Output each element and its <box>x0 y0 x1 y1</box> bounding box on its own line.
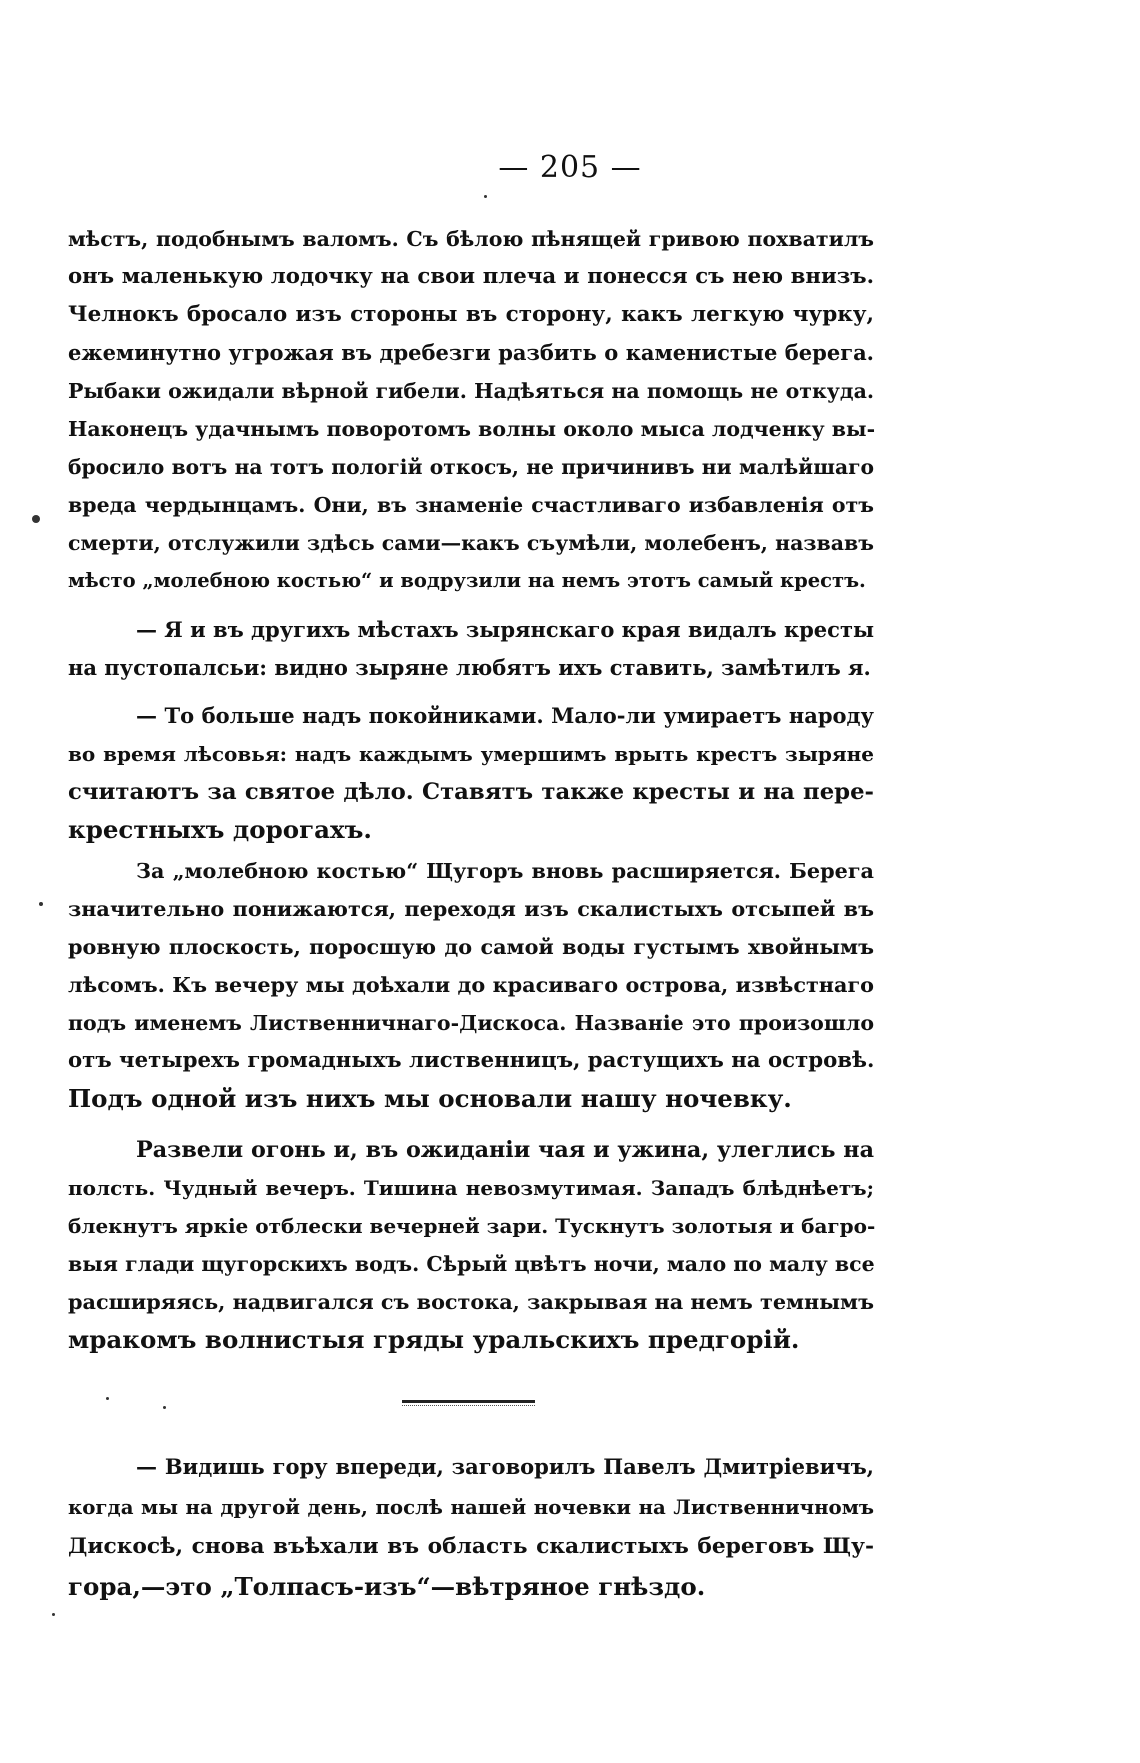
text-line: отъ четырехъ громадныхъ лиственницъ, растущихъ на островѣ. <box>68 1048 875 1073</box>
text-line: гора,—это „Толпасъ-изъ“—вѣтряное гнѣздо. <box>68 1572 706 1601</box>
text-line: — То больше надъ покойниками. Мало-ли умираетъ народу <box>136 703 874 728</box>
text-line: выя глади щугорскихъ водъ. Сѣрый цвѣтъ ночи, мало по малу все <box>68 1252 875 1276</box>
text-line: крестныхъ дорогахъ. <box>68 815 372 844</box>
text-line: считаютъ за святое дѣло. Ставятъ также кресты и на пере- <box>68 779 874 805</box>
text-line: мѣстъ, подобнымъ валомъ. Съ бѣлою пѣнящей гривою похватилъ <box>68 227 874 251</box>
text-line: значительно понижаются, переходя изъ скалистыхъ отсыпей въ <box>68 897 874 921</box>
text-line: мѣсто „молебною костью“ и водрузили на немъ этотъ самый крестъ. <box>68 569 866 592</box>
scan-speck <box>163 1406 166 1409</box>
text-line: — Видишь гору впереди, заговорилъ Павелъ Дмитріевичъ, <box>136 1454 874 1479</box>
text-line: Развели огонь и, въ ожиданіи чая и ужина, улеглись на <box>136 1137 874 1163</box>
text-line: — Я и въ другихъ мѣстахъ зырянскаго края видалъ кресты <box>136 617 875 642</box>
text-line: когда мы на другой день, послѣ нашей ночевки на Лиственничномъ <box>68 1495 874 1519</box>
text-line: бросило вотъ на тотъ пологій откосъ, не причинивъ ни малѣйшаго <box>68 455 874 479</box>
text-line: блекнутъ яркіе отблески вечерней зари. Тускнутъ золотыя и багро- <box>68 1214 876 1238</box>
text-line: Наконецъ удачнымъ поворотомъ волны около мыса лодченку вы- <box>68 417 876 441</box>
page-number: — 205 — <box>498 150 642 185</box>
text-line: подъ именемъ Лиственничнаго-Дискоса. Названіе это произошло <box>68 1011 874 1035</box>
text-line: во время лѣсовья: надъ каждымъ умершимъ врыть крестъ зыряне <box>68 742 874 766</box>
scan-speck <box>484 195 487 198</box>
text-line: Подъ одной изъ нихъ мы основали нашу ночевку. <box>68 1084 792 1113</box>
text-line: вреда чердынцамъ. Они, въ знаменіе счастливаго избавленія отъ <box>68 493 874 517</box>
text-line: полсть. Чудный вечеръ. Тишина невозмутимая. Западъ блѣднѣетъ; <box>68 1176 874 1200</box>
text-line: смерти, отслужили здѣсь сами—какъ съумѣли, молебенъ, назвавъ <box>68 531 874 555</box>
text-line: на пустопалсьи: видно зыряне любятъ ихъ ставить, замѣтилъ я. <box>68 655 871 680</box>
scan-speck <box>52 1613 55 1616</box>
text-line: ежеминутно угрожая въ дребезги разбить о каменистые берега. <box>68 340 874 365</box>
section-divider <box>402 1400 535 1403</box>
scan-speck <box>32 515 40 523</box>
text-line: Дискосѣ, снова въѣхали въ область скалистыхъ береговъ Щу- <box>68 1534 874 1559</box>
text-line: лѣсомъ. Къ вечеру мы доѣхали до красиваго острова, извѣстнаго <box>68 973 874 997</box>
text-line: онъ маленькую лодочку на свои плеча и понесся съ нею внизъ. <box>68 264 874 289</box>
text-line: За „молебною костью“ Щугоръ вновь расширяется. Берега <box>136 859 874 883</box>
text-line: Челнокъ бросало изъ стороны въ сторону, какъ легкую чурку, <box>68 302 874 327</box>
scan-speck <box>39 902 43 906</box>
text-line: ровную плоскость, поросшую до самой воды густымъ хвойнымъ <box>68 935 874 959</box>
text-line: мракомъ волнистыя гряды уральскихъ предгорій. <box>68 1325 800 1354</box>
text-line: Рыбаки ожидали вѣрной гибели. Надѣяться на помощь не откуда. <box>68 379 874 403</box>
text-line: расширяясь, надвигался съ востока, закрывая на немъ темнымъ <box>68 1290 874 1314</box>
scan-speck <box>106 1397 109 1400</box>
